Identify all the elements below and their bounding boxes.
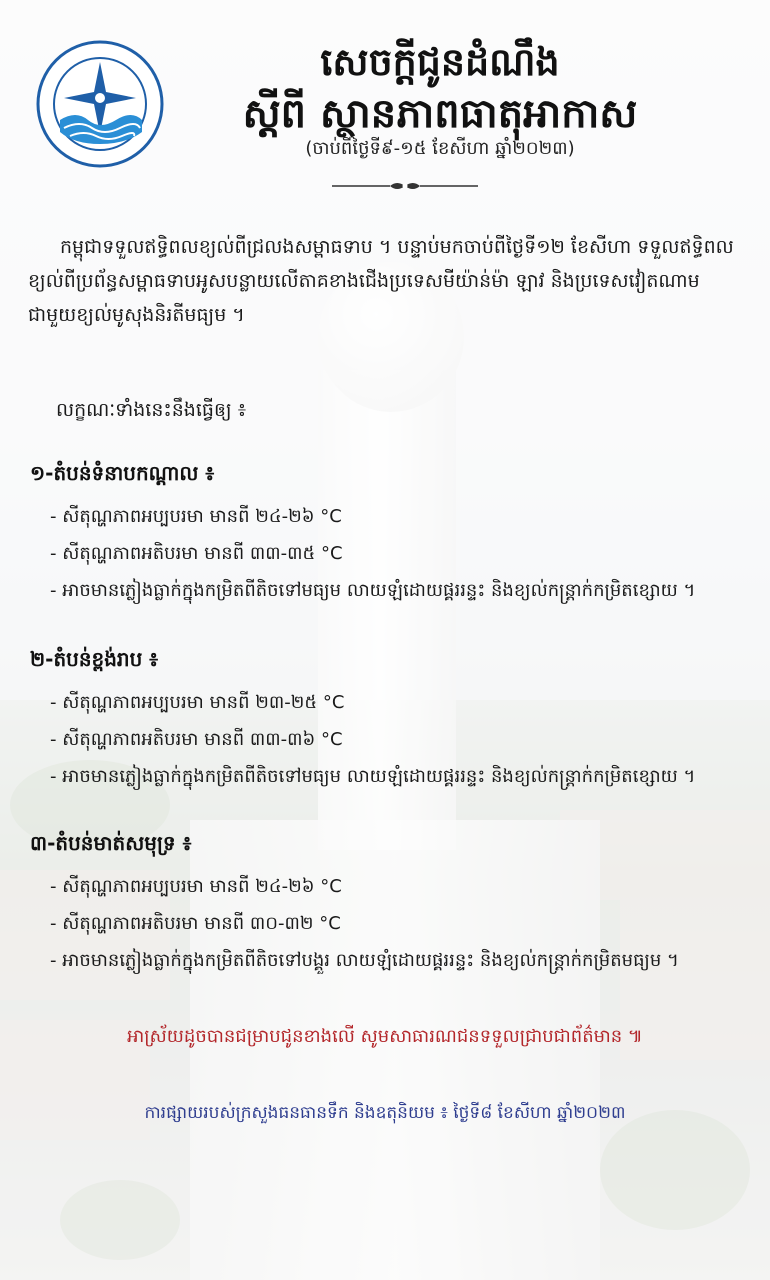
characteristics-label: លក្ខណៈទាំងនេះនឹងធ្វើឲ្យ ៖ [56,399,247,421]
date-range: (ចាប់ពីថ្ងៃទី៩-១៥ ខែសីហា ឆ្នាំ២០២៣) [305,138,575,159]
region-title: ១-តំបន់ទំនាបកណ្ដាល ៖ [30,461,215,485]
max-temp-item: - សីតុណ្ហភាពអតិបរមា មានពី ៣០-៣២ °C [50,913,341,934]
notice-title: សេចក្ដីជូនដំណឹង [320,39,560,84]
rain-item: - អាចមានភ្លៀងធ្លាក់ក្នុងកម្រិតពីតិចទៅមធ្យម លាយឡំដោយផ្គររន្ទះ និងខ្យល់កន្ត្រាក់កម្រិតខ្សោយ ។ [50,766,696,787]
rain-item: - អាចមានភ្លៀងធ្លាក់ក្នុងកម្រិតពីតិចទៅបង្គួរ លាយឡំដោយផ្គររន្ទះ និងខ្យល់កន្ត្រាក់កម្រិតមធ្យម ។ [50,950,679,971]
min-temp-item: - សីតុណ្ហភាពអប្បបរមា មានពី ២៣-២៥ °C [50,692,345,713]
rain-item: - អាចមានភ្លៀងធ្លាក់ក្នុងកម្រិតពីតិចទៅមធ្យម លាយឡំដោយផ្គររន្ទះ និងខ្យល់កន្ត្រាក់កម្រិតខ្សោយ ។ [50,580,696,601]
region-coastal [30,830,750,979]
ornament-divider-icon [330,178,480,194]
public-notice: អាស្រ័យដូចបានជម្រាបជូនខាងលើ សូមសាធារណជនទទួលជ្រាបជាព័ត៌មាន ៕ [127,1026,643,1047]
region-title: ២-តំបន់ខ្ពង់រាប ៖ [30,647,159,671]
min-temp-item: - សីតុណ្ហភាពអប្បបរមា មានពី ២៤-២៦ °C [50,506,342,527]
notice-subject: ស្ដីពី ស្ថានភាពធាតុអាកាស [242,90,638,137]
intro-paragraph: កម្ពុជាទទួលឥទ្ធិពលខ្យល់ពីជ្រលងសម្ពាធទាប ។ បន្ទាប់មកចាប់ពីថ្ងៃទី១២ ខែសីហា ទទួលឥទ្ធិពលខ្យល់ពីប្រព័ន្ធសម្ពាធទាបអូសបន្លាយលើតាគខាងជើងប្រទេសមីយ៉ាន់ម៉ា ឡាវ និងប្រទេសវៀតណាម ជាមួយខ្យល់មូសុងនិរតីមធ្យម ។ [28,236,734,326]
region-title: ៣-តំបន់មាត់សមុទ្រ ៖ [30,831,192,855]
max-temp-item: - សីតុណ្ហភាពអតិបរមា មានពី ៣៣-៣៦ °C [50,729,343,750]
publisher-footer: ការផ្សាយរបស់ក្រសួងធនធានទឹក និងឧតុនិយម ៖ ថ្ងៃទី៨ ខែសីហា ឆ្នាំ២០២៣ [144,1103,626,1123]
region-plateau [30,646,750,795]
ministry-logo-icon [36,40,164,168]
min-temp-item: - សីតុណ្ហភាពអប្បបរមា មានពី ២៤-២៦ °C [50,876,342,897]
max-temp-item: - សីតុណ្ហភាពអតិបរមា មានពី ៣៣-៣៥ °C [50,543,343,564]
region-central-plain [30,460,750,609]
